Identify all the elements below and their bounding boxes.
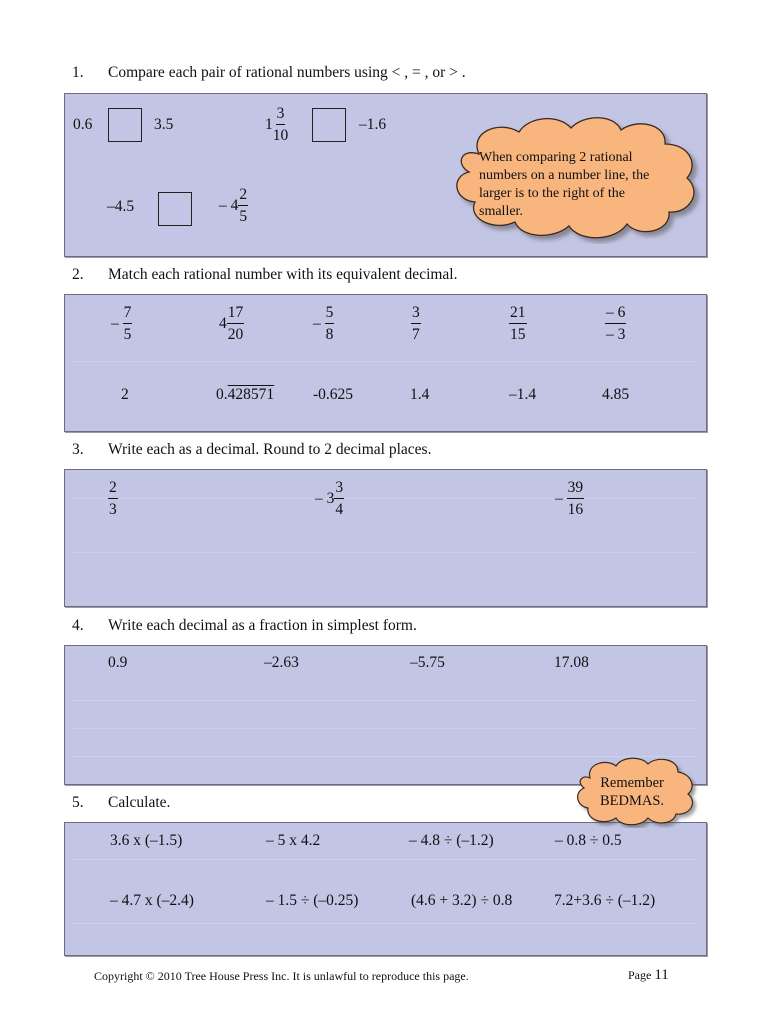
question-text: Calculate.: [108, 794, 171, 811]
question-number: 3.: [72, 441, 84, 458]
question-text: Write each decimal as a fraction in simplest form.: [108, 617, 417, 634]
decimal-item: –2.63: [264, 654, 299, 671]
fraction-item: $\frac{21}{15}$: [510, 304, 526, 343]
fraction-item: $\frac{- 6}{- 3}$: [606, 304, 626, 343]
fraction-item: – $\frac{7}{5}$: [111, 304, 132, 343]
fraction-item: – 3 $\frac{3}{4}$: [315, 479, 344, 518]
divider: [73, 552, 698, 553]
expression-item: – 1.5 ÷ (–0.25): [266, 892, 359, 909]
question-5-box: [64, 822, 707, 956]
divider: [73, 361, 698, 362]
compare-value: –4.5: [107, 198, 135, 215]
tip-text: Remember BEDMAS.: [600, 775, 665, 809]
question-3-title: [72, 441, 431, 459]
expression-item: – 4.7 x (–2.4): [110, 892, 194, 909]
decimal-item: 4.85: [602, 386, 630, 403]
question-2-title: [72, 266, 458, 284]
decimal-item: 2: [121, 386, 129, 403]
answer-box[interactable]: [108, 108, 142, 142]
compare-mixed-number: – 4 $\frac{2}{5}$: [219, 186, 248, 225]
decimal-item-repeating: 0.428571: [216, 386, 275, 403]
page-number: Page 11: [628, 967, 669, 983]
decimal-item: 0.9: [108, 654, 128, 671]
answer-box[interactable]: [312, 108, 346, 142]
divider: [73, 498, 698, 499]
fraction-item: – $\frac{39}{16}$: [555, 479, 584, 518]
divider: [73, 859, 698, 860]
compare-value: 0.6: [73, 116, 93, 133]
decimal-item: –1.4: [509, 386, 537, 403]
decimal-item: 17.08: [554, 654, 589, 671]
compare-mixed-number: 1 $\frac{3}{10}$: [265, 105, 289, 144]
question-number: 4.: [72, 617, 84, 634]
decimal-item: -0.625: [313, 386, 354, 403]
question-4-title: [72, 617, 417, 635]
expression-item: – 0.8 ÷ 0.5: [555, 832, 622, 849]
expression-item: 7.2+3.6 ÷ (–1.2): [554, 892, 656, 909]
question-1-box: [64, 93, 707, 257]
compare-value: –1.6: [359, 116, 387, 133]
question-text: Match each rational number with its equivalent decimal.: [108, 266, 458, 283]
divider: [73, 700, 698, 701]
divider: [73, 923, 698, 924]
divider: [73, 728, 698, 729]
copyright-notice: Copyright © 2010 Tree House Press Inc. It is unlawful to reproduce this page.: [94, 969, 469, 983]
expression-item: (4.6 + 3.2) ÷ 0.8: [411, 892, 513, 909]
tip-text: When comparing 2 rational numbers on a number line, the larger is to the right of the smaller.: [479, 150, 650, 219]
expression-item: 3.6 x (–1.5): [110, 832, 183, 849]
question-3-box: [64, 469, 707, 607]
decimal-item: 1.4: [410, 386, 430, 403]
question-text: Write each as a decimal. Round to 2 decimal places.: [108, 441, 432, 458]
answer-box[interactable]: [158, 192, 192, 226]
fraction-item: 4 $\frac{17}{20}$: [219, 304, 244, 343]
decimal-item: –5.75: [410, 654, 445, 671]
expression-item: – 4.8 ÷ (–1.2): [409, 832, 494, 849]
question-number: 2.: [72, 266, 84, 283]
question-5-title: [72, 794, 170, 812]
question-number: 1.: [72, 64, 84, 81]
question-1-title: [72, 64, 466, 82]
fraction-item: $\frac{3}{7}$: [412, 304, 420, 343]
compare-value: 3.5: [154, 116, 174, 133]
fraction-item: – $\frac{5}{8}$: [313, 304, 334, 343]
fraction-item: $\frac{2}{3}$: [109, 479, 117, 518]
question-number: 5.: [72, 794, 84, 811]
question-2-box: [64, 294, 707, 432]
question-text: Compare each pair of rational numbers using < , = , or > .: [108, 64, 466, 81]
expression-item: – 5 x 4.2: [266, 832, 321, 849]
